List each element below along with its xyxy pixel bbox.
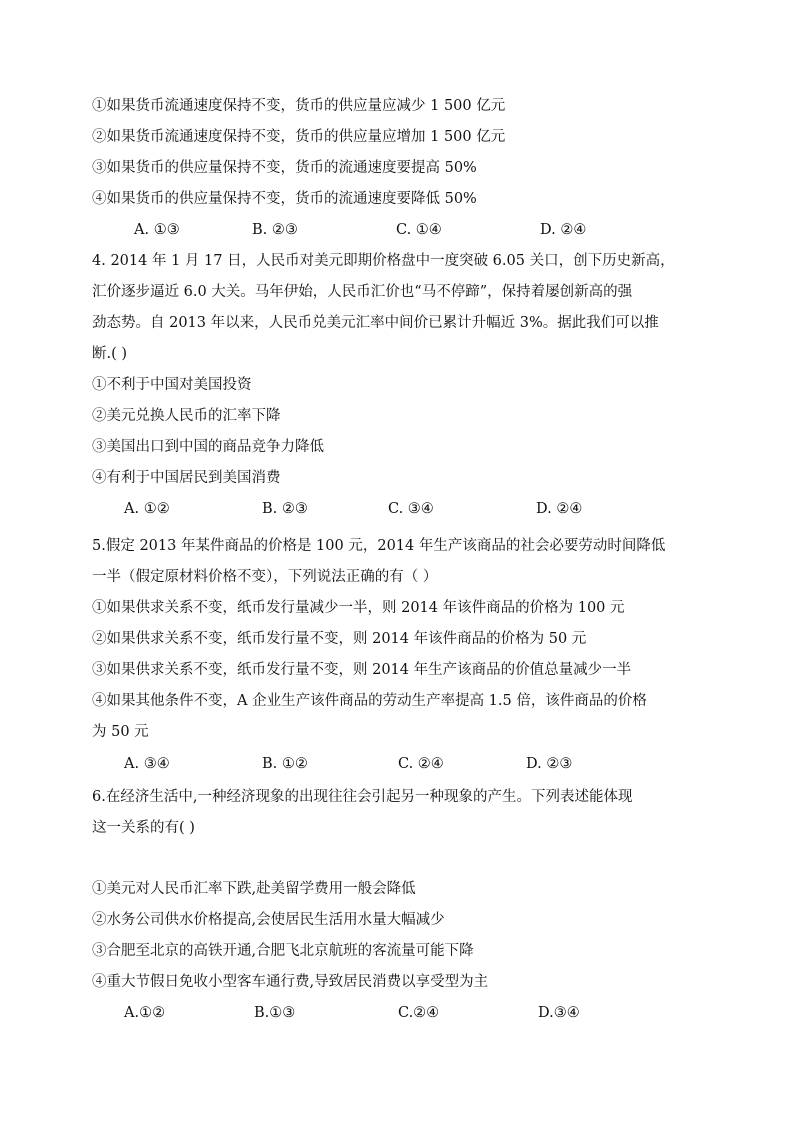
q3-statement-3: ③如果货币的供应量保持不变，货币的流通速度要提高 50% [92, 160, 477, 176]
q5-stem-line-1: 5.假定 2013 年某件商品的价格是 100 元，2014 年生产该商品的社会必要劳动时间降低 [92, 538, 666, 554]
q5-statement-4-cont: 为 50 元 [92, 724, 149, 740]
q6-option-b: B.①③ [254, 1005, 296, 1021]
q6-stem-line-2: 这一关系的有( ) [92, 820, 195, 836]
q5-statement-4: ④如果其他条件不变，A 企业生产该件商品的劳动生产率提高 1.5 倍，该件商品的价格 [92, 693, 647, 709]
q4-stem-line-4: 断.( ) [92, 346, 128, 362]
q5-option-a: A. ③④ [124, 756, 170, 772]
q6-option-a: A.①② [124, 1005, 166, 1021]
q4-statement-2: ②美元兑换人民币的汇率下降 [92, 408, 281, 424]
q6-statement-2: ②水务公司供水价格提高,会使居民生活用水量大幅减少 [92, 912, 445, 928]
q5-stem-line-2: 一半（假定原材料价格不变），下列说法正确的有（ ） [92, 569, 438, 585]
q5-statement-1: ①如果供求关系不变，纸币发行量减少一半，则 2014 年该件商品的价格为 100 元 [92, 600, 625, 616]
q4-option-a: A. ①② [124, 501, 170, 517]
q4-option-d: D. ②④ [536, 501, 583, 517]
q6-option-d: D.③④ [538, 1005, 580, 1021]
q6-statement-3: ③合肥至北京的高铁开通,合肥飞北京航班的客流量可能下降 [92, 943, 474, 959]
q3-options [0, 220, 794, 240]
q4-option-c: C. ③④ [388, 501, 434, 517]
q5-option-d: D. ②③ [526, 756, 573, 772]
q4-stem-line-3: 劲态势。自 2013 年以来，人民币兑美元汇率中间价已累计升幅近 3%。据此我们可以推 [92, 315, 659, 331]
q5-option-b: B. ①② [262, 756, 308, 772]
q5-statement-3: ③如果供求关系不变，纸币发行量不变，则 2014 年生产该商品的价值总量减少一半 [92, 662, 632, 678]
q3-statement-4: ④如果货币的供应量保持不变，货币的流通速度要降低 50% [92, 191, 477, 207]
q4-statement-1: ①不利于中国对美国投资 [92, 377, 252, 393]
q3-statement-2: ②如果货币流通速度保持不变，货币的供应量应增加 1 500 亿元 [92, 129, 506, 145]
q3-option-b: B. ②③ [252, 222, 298, 238]
q3-option-a: A. ①③ [134, 222, 180, 238]
q4-stem-line-2: 汇价逐步逼近 6.0 大关。马年伊始，人民币汇价也“马不停蹄”，保持着屡创新高的强 [92, 284, 633, 300]
q3-statement-1: ①如果货币流通速度保持不变，货币的供应量应减少 1 500 亿元 [92, 98, 506, 114]
q4-stem-line-1: 4. 2014 年 1 月 17 日，人民币对美元即期价格盘中一度突破 6.05 关口，创下历史新高， [92, 253, 675, 269]
q4-options [0, 499, 794, 519]
q4-statement-3: ③美国出口到中国的商品竞争力降低 [92, 439, 324, 455]
q5-options [0, 754, 794, 774]
q4-statement-4: ④有利于中国居民到美国消费 [92, 470, 281, 486]
q3-option-c: C. ①④ [396, 222, 442, 238]
q6-stem-line-1: 6.在经济生活中,一种经济现象的出现往往会引起另一种现象的产生。下列表述能体现 [92, 789, 633, 805]
q6-statement-1: ①美元对人民币汇率下跌,赴美留学费用一般会降低 [92, 881, 416, 897]
q6-options [0, 1003, 794, 1023]
q6-option-c: C.②④ [398, 1005, 440, 1021]
q5-statement-2: ②如果供求关系不变，纸币发行量不变，则 2014 年该件商品的价格为 50 元 [92, 631, 587, 647]
q3-option-d: D. ②④ [540, 222, 587, 238]
q4-option-b: B. ②③ [262, 501, 308, 517]
q6-statement-4: ④重大节假日免收小型客车通行费,导致居民消费以享受型为主 [92, 974, 489, 990]
q5-option-c: C. ②④ [398, 756, 444, 772]
